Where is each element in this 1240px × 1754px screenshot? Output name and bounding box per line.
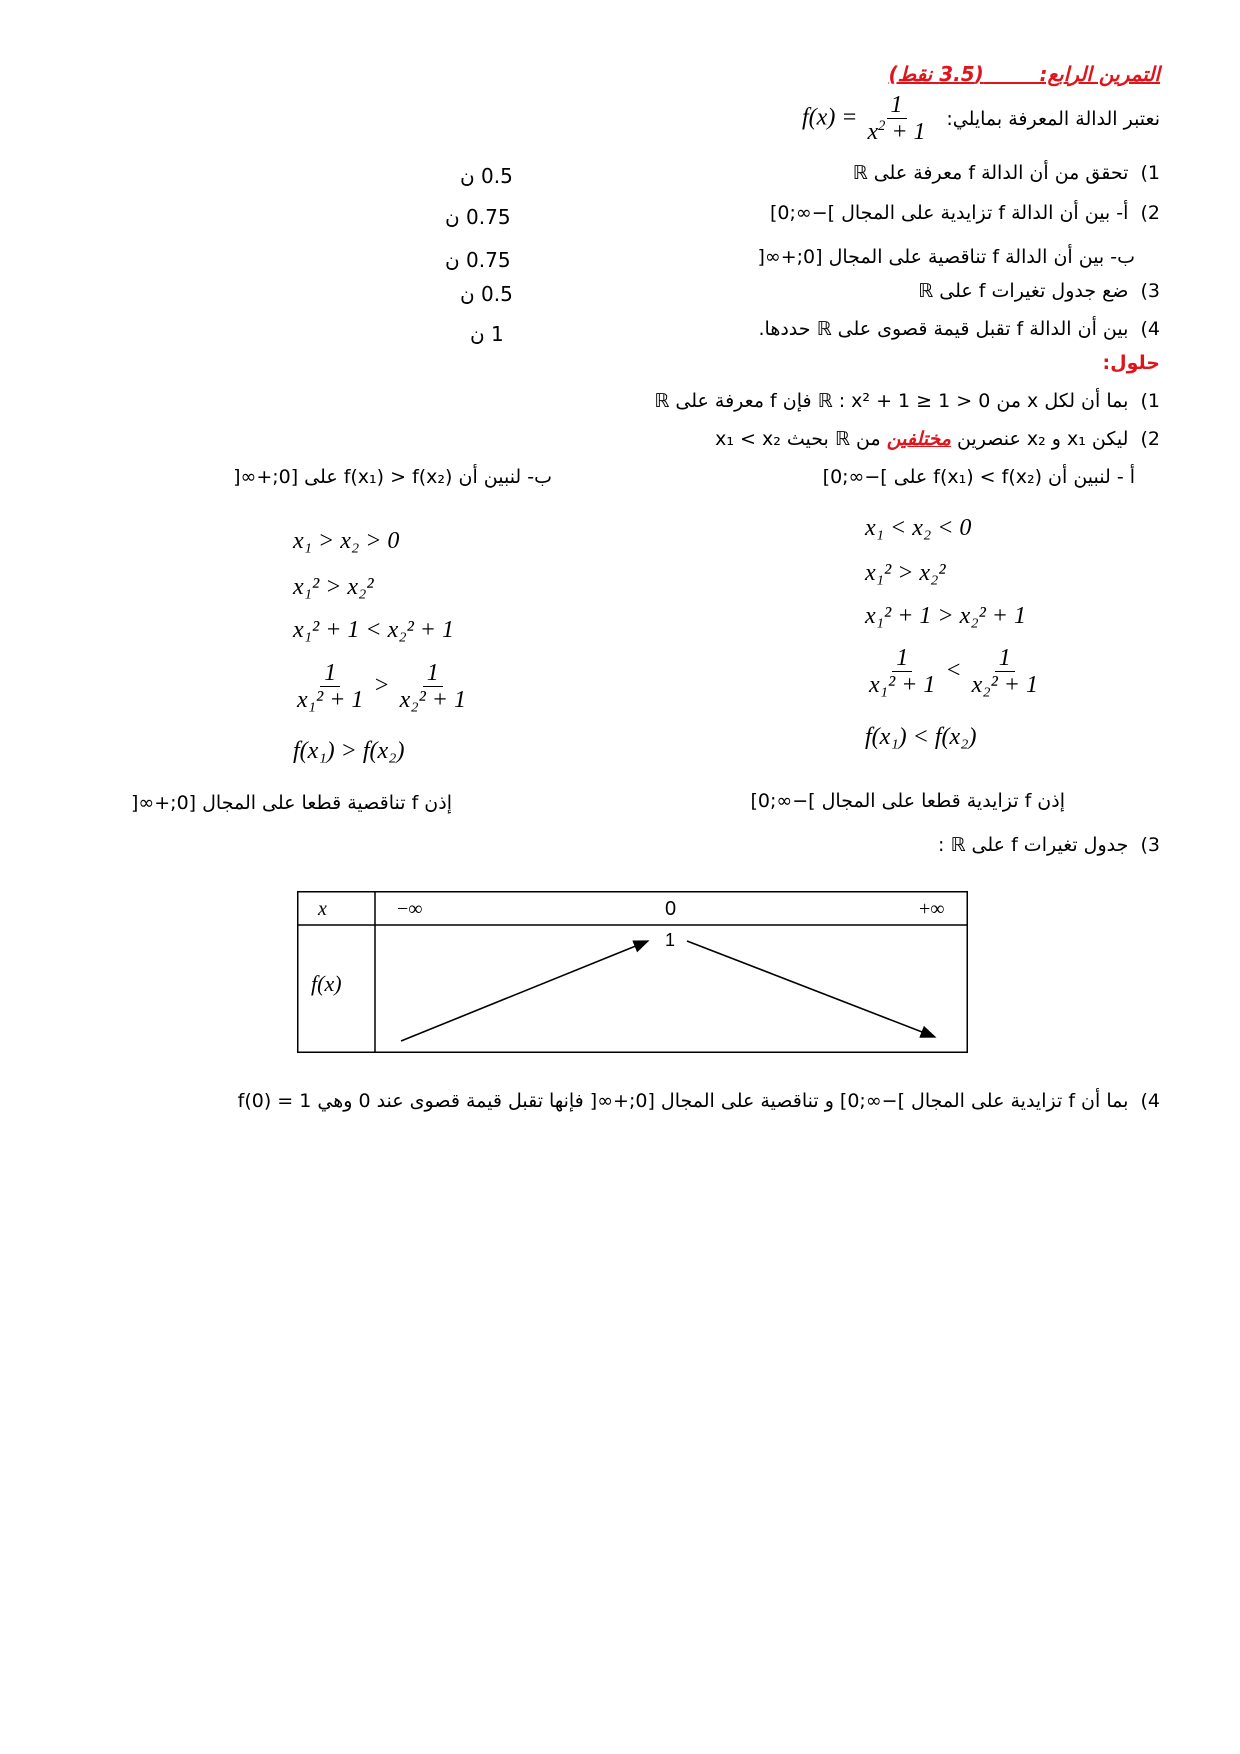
question-2b-points: 0.75 ن	[445, 248, 511, 272]
variation-table	[297, 891, 968, 1053]
intro-formula: f(x) = $\frac{1}{x^2 + 1}$	[802, 92, 926, 146]
x-value-minus-inf: −∞	[397, 898, 423, 920]
solution-2-intro-b: من ℝ بحيث x₁ < x₂	[715, 428, 887, 450]
solution-1-text: بما أن لكل x من ℝ : x² + 1 ≥ 1 > 0 فإن f معرفة على ℝ	[654, 390, 1129, 412]
solution-2-num: 2)	[1140, 428, 1160, 450]
question-4	[758, 318, 1160, 340]
fx-label: f(x)	[311, 971, 342, 996]
question-2a-text: أ- بين أن الدالة f تزايدية على المجال ]−∞;0]	[769, 202, 1129, 224]
question-2a	[770, 202, 1160, 224]
part-b-conclusion: إذن f تناقصية قطعا على المجال [0;+∞[	[131, 792, 452, 814]
part-a-step-1: x₁ < x₂ < 0	[865, 515, 972, 541]
part-a-conclusion: إذن f تزايدية قطعا على المجال ]−∞;0]	[750, 790, 1065, 812]
part-b-step-2: x₁² > x₂²	[293, 574, 374, 600]
part-a-step-5: f(x₁) < f(x₂)	[865, 724, 977, 750]
solution-3-num: 3)	[1140, 834, 1160, 856]
increasing-arrow	[401, 941, 648, 1041]
part-b-step-3: x₁² + 1 < x₂² + 1	[293, 617, 454, 643]
intro-text: نعتبر الدالة المعرفة بمايلي:	[946, 108, 1160, 130]
x-value-plus-inf: +∞	[919, 898, 945, 920]
part-b-header: ب- لنبين أن f(x₁) > f(x₂) على [0;+∞[	[233, 466, 552, 488]
exercise-title	[888, 62, 1160, 86]
question-3	[918, 280, 1160, 302]
x-value-zero: 0	[665, 898, 677, 920]
question-3-num: 3)	[1140, 280, 1160, 302]
solution-4-text: بما أن f تزايدية على المجال ]−∞;0] و تناقصية على المجال [0;+∞[ فإنها تقبل قيمة قصوى عند 0 وهي f(0) = 1	[237, 1090, 1129, 1112]
question-4-points: 1 ن	[470, 322, 504, 346]
max-value: 1	[665, 930, 676, 950]
question-4-num: 4)	[1140, 318, 1160, 340]
x-label: x	[318, 898, 327, 920]
question-3-text: ضع جدول تغيرات f على ℝ	[918, 280, 1129, 302]
question-2a-points: 0.75 ن	[445, 205, 511, 229]
solution-3-text: جدول تغيرات f على ℝ :	[938, 834, 1129, 856]
question-2b: ب- بين أن الدالة f تناقصية على المجال [0;+∞[	[757, 246, 1135, 268]
title-points: (3.5 نقط)	[888, 62, 984, 86]
solution-2-intro	[715, 428, 1160, 450]
solution-2-intro-emphasis: مختلفين	[886, 428, 951, 450]
solution-1-num: 1)	[1140, 390, 1160, 412]
title-text: التمرين الرابع:	[1039, 62, 1160, 86]
solutions-title: حلول:	[1102, 352, 1160, 374]
part-b-step-4: $\frac{1}{\text{x₁² + 1}}$ > $\frac{1}{\text{x₂² + 1}}$	[297, 660, 466, 714]
solution-4	[238, 1090, 1160, 1112]
solution-1	[654, 390, 1160, 412]
decreasing-arrow	[687, 941, 935, 1037]
part-b-step-5: f(x₁) > f(x₂)	[293, 738, 405, 764]
question-1-text: تحقق من أن الدالة f معرفة على ℝ	[852, 162, 1129, 184]
part-b-step-1: x₁ > x₂ > 0	[293, 528, 400, 554]
solution-3	[938, 834, 1160, 856]
part-a-header: أ - لنبين أن f(x₁) < f(x₂) على ]−∞;0]	[822, 466, 1135, 488]
question-4-text: بين أن الدالة f تقبل قيمة قصوى على ℝ حددها.	[758, 318, 1129, 340]
part-a-step-3: x₁² + 1 > x₂² + 1	[865, 603, 1026, 629]
question-1-num: 1)	[1140, 162, 1160, 184]
question-1	[853, 162, 1160, 184]
question-2-num: 2)	[1140, 202, 1160, 224]
question-3-points: 0.5 ن	[460, 282, 513, 306]
solution-4-num: 4)	[1140, 1090, 1160, 1112]
part-a-step-2: x₁² > x₂²	[865, 560, 946, 586]
question-1-points: 0.5 ن	[460, 164, 513, 188]
solution-2-intro-a: ليكن x₁ و x₂ عنصرين	[950, 428, 1129, 450]
part-a-step-4: $\frac{1}{\text{x₁² + 1}}$ < $\frac{1}{\text{x₂² + 1}}$	[869, 645, 1038, 699]
